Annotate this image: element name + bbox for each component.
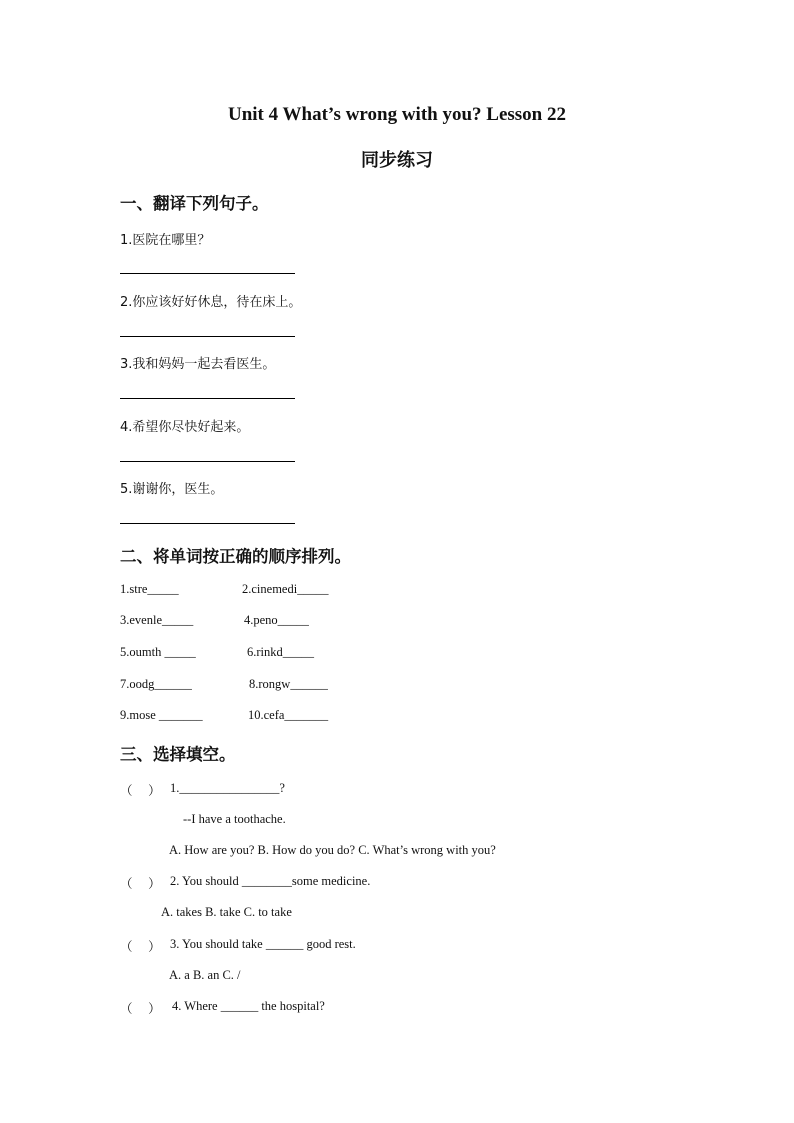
unscramble-item-3: 3.evenle_____ [120, 613, 194, 627]
q3-options: A. a B. an C. / [169, 968, 241, 982]
q1-stem: 1.________________? [170, 781, 285, 795]
section-3-heading: 三、选择填空。 [120, 745, 236, 764]
unscramble-item-4: 4.peno_____ [244, 613, 309, 627]
unscramble-item-8: 8.rongw______ [249, 677, 328, 691]
q4-answer-bracket: （ ） [120, 1002, 161, 1016]
q1-options: A. How are you? B. How do you do? C. What’s wrong with you? [169, 843, 496, 857]
answer-line-2 [120, 336, 295, 337]
q3-stem: 3. You should take ______ good rest. [170, 937, 356, 951]
unscramble-item-5: 5.oumth _____ [120, 645, 196, 659]
answer-line-3 [120, 398, 295, 399]
answer-line-1 [120, 273, 295, 274]
section-1-heading: 一、翻译下列句子。 [120, 194, 269, 213]
translate-item-5: 5.谢谢你，医生。 [120, 482, 224, 497]
answer-line-5 [120, 523, 295, 524]
translate-item-2: 2.你应该好好休息，待在床上。 [120, 295, 302, 310]
section-2-heading: 二、将单词按正确的顺序排列。 [120, 547, 351, 566]
q1-reply: --I have a toothache. [183, 812, 286, 826]
unscramble-item-9: 9.mose _______ [120, 708, 203, 722]
q2-options: A. takes B. take C. to take [161, 905, 292, 919]
answer-line-4 [120, 461, 295, 462]
q2-stem: 2. You should ________some medicine. [170, 874, 371, 888]
q3-answer-bracket: （ ） [120, 940, 161, 954]
page-subtitle: 同步练习 [361, 150, 433, 171]
translate-item-4: 4.希望你尽快好起来。 [120, 420, 250, 435]
unscramble-item-10: 10.cefa_______ [248, 708, 329, 722]
unscramble-item-6: 6.rinkd_____ [247, 645, 315, 659]
unscramble-item-2: 2.cinemedi_____ [242, 582, 329, 596]
unscramble-item-7: 7.oodg______ [120, 677, 192, 691]
q2-answer-bracket: （ ） [120, 877, 161, 891]
translate-item-1: 1.医院在哪里？ [120, 233, 211, 248]
q1-answer-bracket: （ ） [120, 784, 161, 798]
page-title: Unit 4 What’s wrong with you? Lesson 22 [227, 104, 566, 125]
q4-stem: 4. Where ______ the hospital? [172, 999, 325, 1013]
unscramble-item-1: 1.stre_____ [120, 582, 179, 596]
translate-item-3: 3.我和妈妈一起去看医生。 [120, 357, 276, 372]
